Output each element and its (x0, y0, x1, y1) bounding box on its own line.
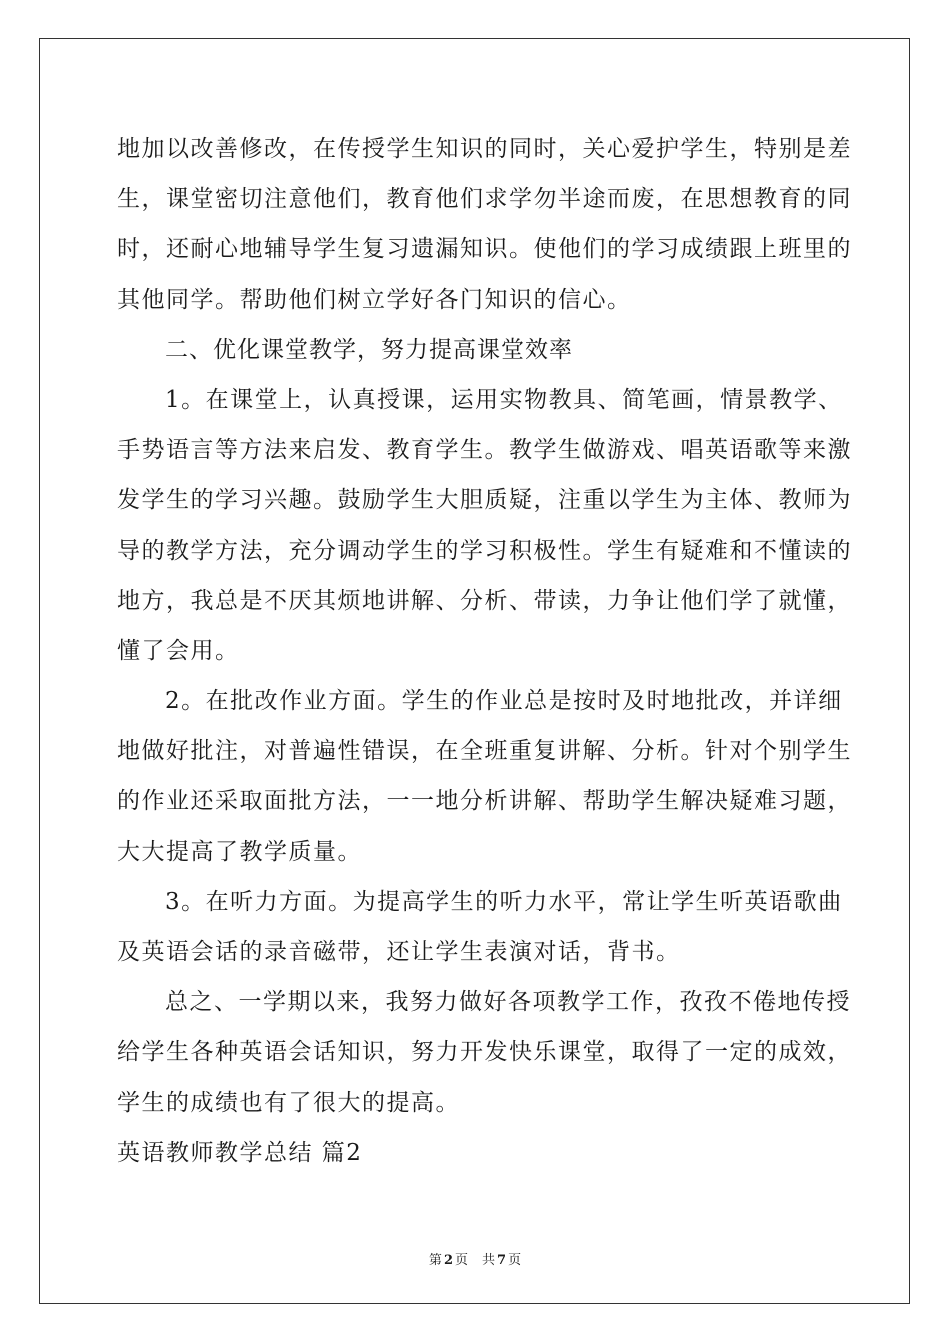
paragraph-line: 总之、一学期以来，我努力做好各项教学工作，孜孜不倦地传授 (165, 989, 851, 1016)
paragraph-line: 其他同学。帮助他们树立学好各门知识的信心。 (117, 286, 632, 313)
paragraph-line: 1。在课堂上，认真授课，运用实物教具、简笔画，情景教学、 (165, 386, 843, 413)
paragraph-line: 大大提高了教学质量。 (117, 838, 362, 865)
paragraph-line: 3。在听力方面。为提高学生的听力水平，常让学生听英语歌曲 (165, 888, 843, 915)
paragraph-line: 导的教学方法，充分调动学生的学习积极性。学生有疑难和不懂读的 (117, 537, 852, 564)
total-page-number: 7 (497, 1253, 507, 1268)
paragraph-line: 时，还耐心地辅导学生复习遗漏知识。使他们的学习成绩跟上班里的 (117, 236, 852, 263)
paragraph-line: 发学生的学习兴趣。鼓励学生大胆质疑，注重以学生为主体、教师为 (117, 487, 852, 514)
paragraph-line: 的作业还采取面批方法，一一地分析讲解、帮助学生解决疑难习题， (117, 788, 852, 815)
page-footer (0, 1249, 950, 1268)
paragraph-line: 懂了会用。 (117, 637, 240, 664)
section-heading: 二、优化课堂教学，努力提高课堂效率 (165, 336, 573, 363)
page-suffix: 页 (454, 1253, 468, 1268)
article-title: 英语教师教学总结 篇2 (117, 1139, 363, 1166)
paragraph-line: 地做好批注，对普遍性错误，在全班重复讲解、分析。针对个别学生 (117, 738, 852, 765)
paragraph-line: 地加以改善修改，在传授学生知识的同时，关心爱护学生，特别是差 (117, 136, 852, 162)
paragraph-line: 手势语言等方法来启发、教育学生。教学生做游戏、唱英语歌等来激 (117, 437, 852, 464)
document-body (117, 124, 852, 1178)
paragraph-line: 给学生各种英语会话知识，努力开发快乐课堂，取得了一定的成效， (117, 1039, 852, 1066)
total-suffix: 页 (508, 1253, 522, 1268)
current-page-number: 2 (443, 1253, 453, 1268)
page-prefix: 第 (428, 1253, 442, 1268)
paragraph-line: 地方，我总是不厌其烦地讲解、分析、带读，力争让他们学了就懂， (117, 587, 852, 614)
total-prefix: 共 (482, 1253, 496, 1268)
paragraph-line: 2。在批改作业方面。学生的作业总是按时及时地批改，并详细 (165, 688, 843, 715)
paragraph-line: 生，课堂密切注意他们，教育他们求学勿半途而废，在思想教育的同 (117, 186, 852, 213)
paragraph-line: 学生的成绩也有了很大的提高。 (117, 1089, 460, 1116)
paragraph-line: 及英语会话的录音磁带，还让学生表演对话，背书。 (117, 939, 681, 965)
